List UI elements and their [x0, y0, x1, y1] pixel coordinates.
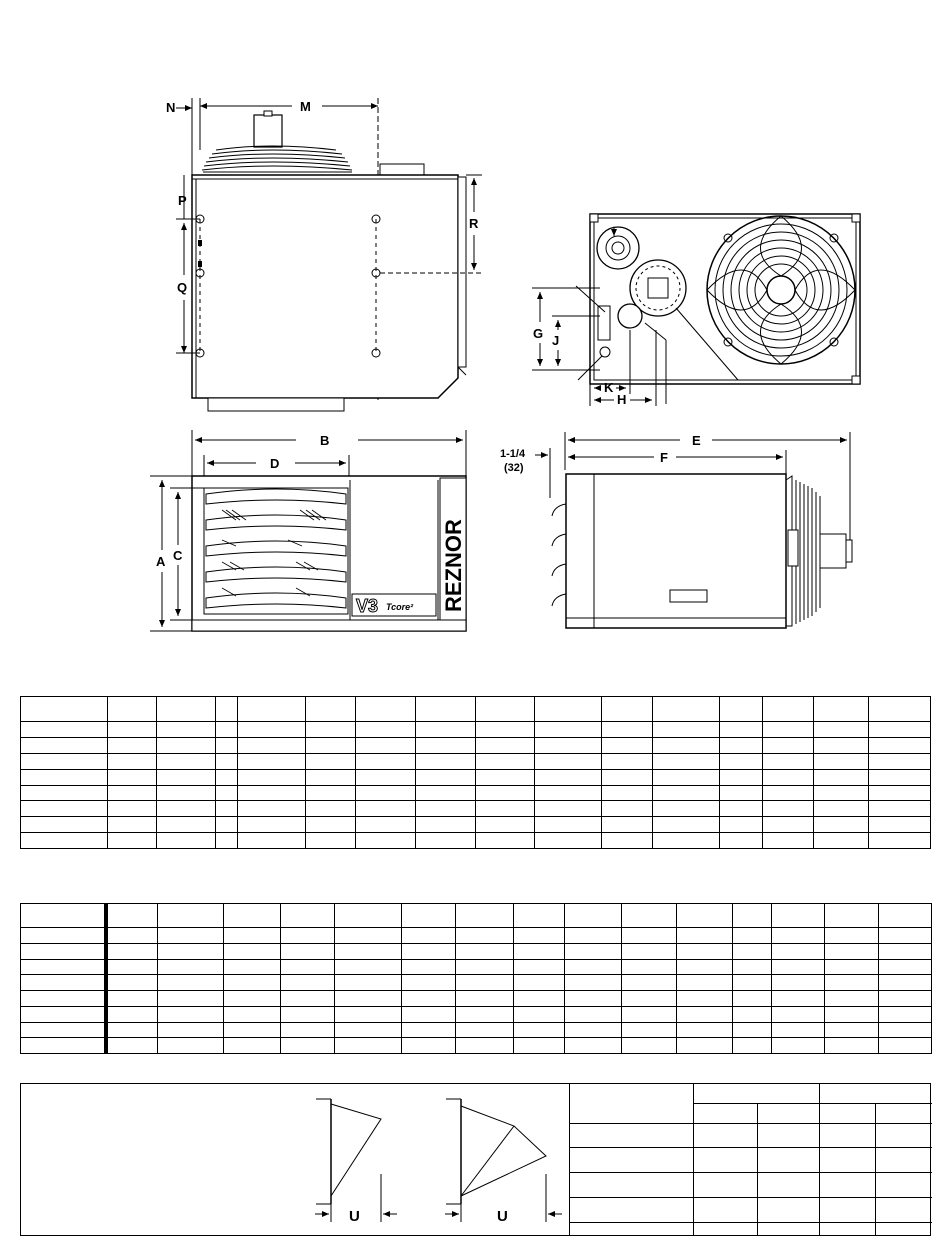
dim-label-g: G [533, 326, 544, 341]
dim-label-f: F [660, 450, 668, 465]
offset-label-in: 1-1/4 [500, 448, 526, 460]
dim-label-n: N [166, 100, 176, 115]
badge-main: V3 [356, 596, 379, 616]
dim-label-a: A [156, 554, 166, 569]
dim-label-k: K [604, 380, 614, 395]
dim-label-h: H [617, 392, 627, 407]
dim-label-u-1: U [349, 1208, 360, 1225]
dim-label-c: C [173, 548, 183, 563]
dimensions-table-1 [20, 696, 931, 849]
dim-label-m: M [300, 99, 311, 114]
dim-label-e: E [692, 433, 701, 448]
louver-clearance-table [569, 1084, 932, 1235]
dim-label-b: B [320, 433, 330, 448]
louver-diagram [21, 1084, 569, 1235]
dim-label-q: Q [177, 280, 188, 295]
dim-label-d: D [270, 456, 280, 471]
badge-sub: Tcore² [386, 602, 414, 612]
dim-label-j: J [552, 333, 560, 348]
offset-label-mm: (32) [504, 462, 524, 474]
brand-name: REZNOR [441, 519, 466, 612]
dim-label-r: R [469, 216, 479, 231]
dim-label-p: P [178, 193, 187, 208]
louver-clearance-panel [20, 1083, 931, 1236]
dim-label-u-2: U [497, 1208, 508, 1225]
dimensions-table-2 [20, 903, 932, 1054]
